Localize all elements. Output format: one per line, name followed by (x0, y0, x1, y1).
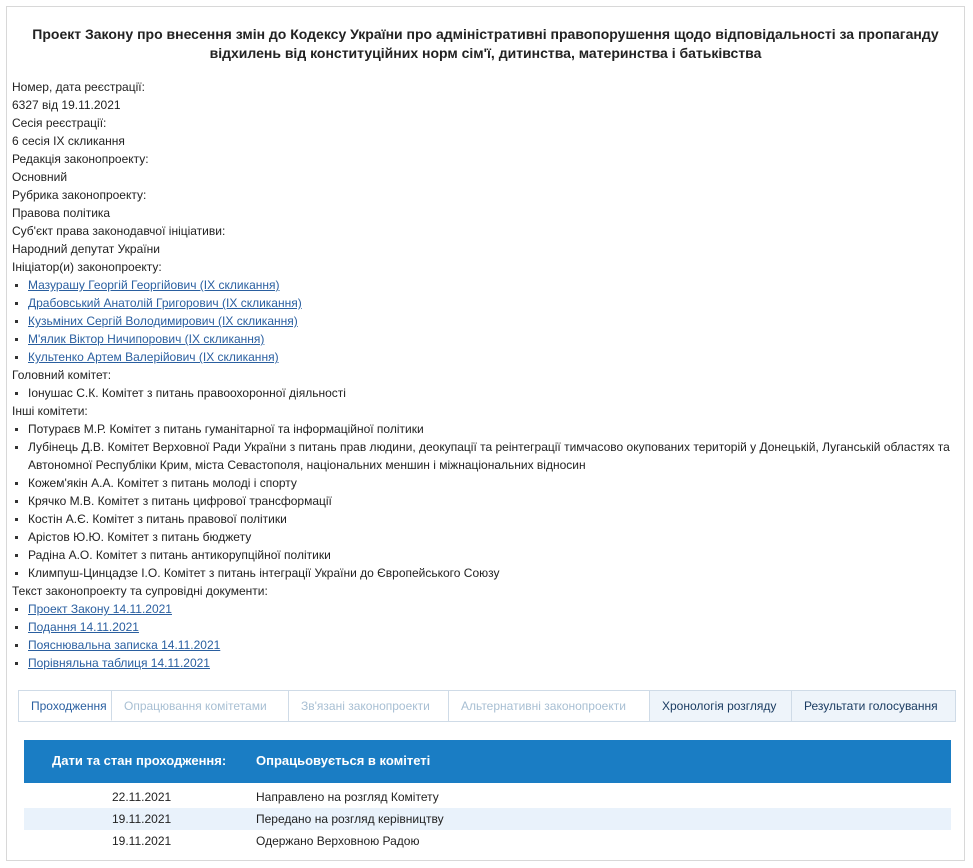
committee-item: Костін А.Є. Комітет з питань правової політики (12, 510, 952, 528)
row-status: Направлено на розгляд Комітету (256, 790, 439, 804)
doc-item (12, 654, 952, 672)
initiator-link[interactable]: М'ялик Віктор Ничипорович (IX скликання) (28, 332, 265, 346)
doc-link[interactable]: Подання 14.11.2021 (28, 620, 139, 634)
tab-alternative-bills[interactable]: Альтернативні законопроекти (449, 691, 650, 721)
row-date: 19.11.2021 (112, 834, 172, 848)
main-committee-label: Головний комітет: (12, 368, 112, 382)
initiator-item (12, 276, 952, 294)
doc-item (12, 636, 952, 654)
initiator-link[interactable]: Мазурашу Георгій Георгійович (IX скликання) (28, 278, 280, 292)
doc-item (12, 600, 952, 618)
title-line-2: відхилень від конституційних норм сім'ї, дитинства, материнства і батьківства (209, 45, 762, 61)
header-dates: Дати та стан проходження: (52, 753, 227, 768)
table-row (24, 808, 951, 830)
row-status: Передано на розгляд керівництву (256, 812, 444, 826)
row-date: 19.11.2021 (112, 812, 172, 826)
committee-item: Потураєв М.Р. Комітет з питань гуманітарної та інформаційної політики (12, 420, 952, 438)
other-committees-list (12, 420, 952, 582)
tab-progress[interactable]: Проходження (19, 691, 112, 721)
docs-list (12, 600, 952, 672)
title-line-1: Проект Закону про внесення змін до Кодексу України про адміністративні правопорушення щодо відповідальності за пропаганду (32, 26, 939, 42)
tab-related-bills[interactable]: Зв'язані законопроекти (289, 691, 449, 721)
page-title (7, 25, 964, 63)
initiators-label: Ініціатор(и) законопроекту: (12, 260, 162, 274)
session-label: Сесія реєстрації: (12, 116, 107, 130)
committee-item: Крячко М.В. Комітет з питань цифрової трансформації (12, 492, 952, 510)
reg-label: Номер, дата реєстрації: (12, 80, 145, 94)
initiators-list (12, 276, 952, 366)
edition-label: Редакція законопроекту: (12, 152, 149, 166)
subject-label: Суб'єкт права законодавчої ініціативи: (12, 224, 226, 238)
tab-committee-processing[interactable]: Опрацювання комітетами (112, 691, 289, 721)
doc-link[interactable]: Проект Закону 14.11.2021 (28, 602, 172, 616)
initiator-link[interactable]: Драбовський Анатолій Григорович (IX скликання) (28, 296, 302, 310)
rubric-value: Правова політика (12, 206, 111, 220)
tab-chronology[interactable]: Хронологія розгляду (650, 691, 792, 721)
subject-value: Народний депутат України (12, 242, 160, 256)
edition-value: Основний (12, 170, 68, 184)
session-value: 6 сесія IX скликання (12, 134, 125, 148)
other-committees-label: Інші комітети: (12, 404, 88, 418)
committee-item: Кожем'якін А.А. Комітет з питань молоді і спорту (12, 474, 952, 492)
doc-link[interactable]: Пояснювальна записка 14.11.2021 (28, 638, 221, 652)
initiator-link[interactable]: Кузьміних Сергій Володимирович (IX скликання) (28, 314, 298, 328)
doc-item (12, 618, 952, 636)
bill-tabs (18, 690, 956, 722)
committee-item: Радіна А.О. Комітет з питань антикорупційної політики (12, 546, 952, 564)
rubric-label: Рубрика законопроекту: (12, 188, 147, 202)
progress-table-header (24, 740, 951, 783)
committee-item: Арістов Ю.Ю. Комітет з питань бюджету (12, 528, 952, 546)
initiator-item (12, 294, 952, 312)
main-committee-item: Іонушас С.К. Комітет з питань правоохоронної діяльності (12, 384, 952, 402)
initiator-link[interactable]: Культенко Артем Валерійович (IX скликання) (28, 350, 279, 364)
doc-link[interactable]: Порівняльна таблиця 14.11.2021 (28, 656, 210, 670)
committee-item: Лубінець Д.В. Комітет Верховної Ради України з питань прав людини, деокупації та реінтеграції тимчасово окупованих територій у Донецькій, Луганській областях та Автономної Республіки Крим, міста Севастополя, національних меншин і міжнаціональних відносин (12, 438, 952, 474)
initiator-item (12, 312, 952, 330)
table-row (24, 786, 951, 808)
progress-table (24, 786, 951, 852)
initiator-item (12, 330, 952, 348)
table-row (24, 830, 951, 852)
tab-voting-results[interactable]: Результати голосування (792, 691, 955, 721)
header-status: Опрацьовується в комітеті (256, 753, 431, 768)
reg-value: 6327 від 19.11.2021 (12, 98, 121, 112)
main-committee-list (12, 384, 952, 402)
bill-info (12, 78, 952, 672)
row-date: 22.11.2021 (112, 790, 172, 804)
docs-label: Текст законопроекту та супровідні документи: (12, 584, 268, 598)
initiator-item (12, 348, 952, 366)
row-status: Одержано Верховною Радою (256, 834, 420, 848)
committee-item: Климпуш-Цинцадзе І.О. Комітет з питань інтеграції України до Європейського Союзу (12, 564, 952, 582)
